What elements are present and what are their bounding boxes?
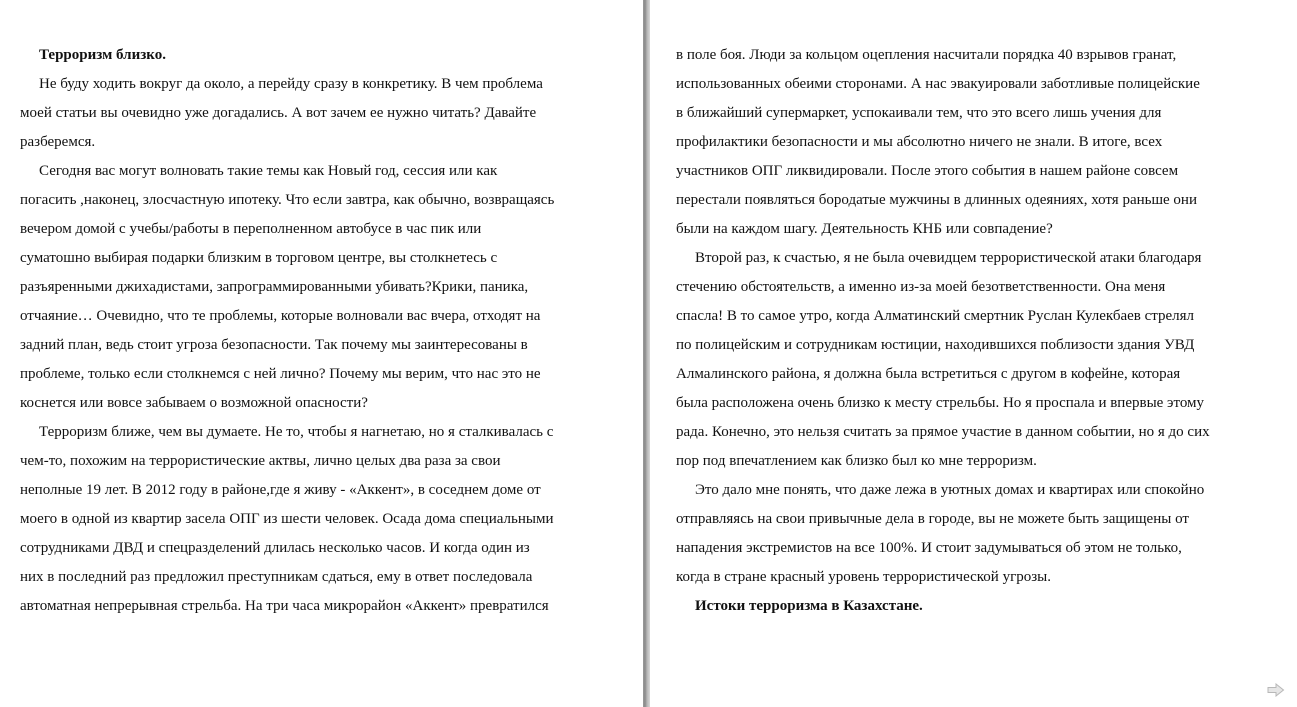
text-line: по полицейским и сотрудникам юстиции, находившихся поблизости здания УВД xyxy=(676,337,1195,353)
text-line: вечером домой с учебы/работы в переполненном автобусе в час пик или xyxy=(20,221,482,237)
arrow-right-icon[interactable] xyxy=(1267,683,1285,697)
text-line: разберемся. xyxy=(20,134,96,150)
text-line: Это дало мне понять, что даже лежа в уютных домах и квартирах или спокойно xyxy=(695,482,1205,498)
text-line: перестали появляться бородатые мужчины в длинных одеяниях, хотя раньше они xyxy=(676,192,1197,208)
text-line: были на каждом шагу. Деятельность КНБ или совпадение? xyxy=(676,221,1053,237)
text-line: стечению обстоятельств, а именно из-за моей безответственности. Она меня xyxy=(676,279,1166,295)
text-line: разъяренными джихадистами, запрограммированными убивать?Крики, паника, xyxy=(20,279,529,295)
page-left xyxy=(0,0,643,707)
text-line: в поле боя. Люди за кольцом оцепления насчитали порядка 40 взрывов гранат, xyxy=(676,47,1177,63)
text-line: Алмалинского района, я должна была встретиться с другом в кофейне, которая xyxy=(676,366,1181,382)
text-line: отправляясь на свои привычные дела в городе, вы не можете быть защищены от xyxy=(676,511,1189,527)
page-right xyxy=(650,0,1297,707)
text-line: моей статьи вы очевидно уже догадались. А вот зачем ее нужно читать? Давайте xyxy=(20,105,537,121)
text-line: проблеме, только если столкнемся с ней лично? Почему мы верим, что нас это не xyxy=(20,366,541,382)
text-line: сотрудниками ДВД и спецразделений длилась несколько часов. И когда один из xyxy=(20,540,530,556)
text-line: автоматная непрерывная стрельба. На три часа микрорайон «Аккент» превратился xyxy=(20,598,549,614)
section-heading: Истоки терроризма в Казахстане. xyxy=(695,598,923,614)
text-line: моего в одной из квартир засела ОПГ из шести человек. Осада дома специальными xyxy=(20,511,554,527)
text-line: использованных обеими сторонами. А нас эвакуировали заботливые полицейские xyxy=(676,76,1200,92)
page-divider xyxy=(643,0,650,707)
text-line: погасить ,наконец, злосчастную ипотеку. Что если завтра, как обычно, возвращаясь xyxy=(20,192,555,208)
text-line: в ближайший супермаркет, успокаивали тем, что это всего лишь учения для xyxy=(676,105,1162,121)
text-line: профилактики безопасности и мы абсолютно ничего не знали. В итоге, всех xyxy=(676,134,1163,150)
text-line: отчаяние… Очевидно, что те проблемы, которые волновали вас вчера, отходят на xyxy=(20,308,541,324)
text-line: коснется или вовсе забываем о возможной опасности? xyxy=(20,395,368,411)
text-line: спасла! В то самое утро, когда Алматинский смертник Руслан Кулекбаев стрелял xyxy=(676,308,1195,324)
text-line: нападения экстремистов на все 100%. И стоит задумываться об этом не только, xyxy=(676,540,1182,556)
text-line: была расположена очень близко к месту стрельбы. Но я проспала и впервые этому xyxy=(676,395,1205,411)
text-line: Второй раз, к счастью, я не была очевидцем террористической атаки благодаря xyxy=(695,250,1202,266)
text-line: рада. Конечно, это нельзя считать за прямое участие в данном событии, но я до сих xyxy=(676,424,1210,440)
text-line: Не буду ходить вокруг да около, а перейду сразу в конкретику. В чем проблема xyxy=(39,76,543,92)
text-line: неполные 19 лет. В 2012 году в районе,где я живу - «Аккент», в соседнем доме от xyxy=(20,482,541,498)
text-line: участников ОПГ ликвидировали. После этого события в нашем районе совсем xyxy=(676,163,1179,179)
section-heading: Терроризм близко. xyxy=(39,47,166,63)
text-line: Терроризм ближе, чем вы думаете. Не то, чтобы я нагнетаю, но я сталкивалась с xyxy=(39,424,554,440)
text-line: когда в стране красный уровень террористической угрозы. xyxy=(676,569,1051,585)
text-line: Сегодня вас могут волновать такие темы как Новый год, сессия или как xyxy=(39,163,498,179)
text-line: них в последний раз предложил преступникам сдаться, ему в ответ последовала xyxy=(20,569,533,585)
text-line: суматошно выбирая подарки близким в торговом центре, вы столкнетесь с xyxy=(20,250,498,266)
text-line: задний план, ведь стоит угроза безопасности. Так почему мы заинтересованы в xyxy=(20,337,528,353)
text-line: пор под впечатлением как близко был ко мне терроризм. xyxy=(676,453,1037,469)
text-line: чем-то, похожим на террористические актвы, лично целых два раза за свои xyxy=(20,453,501,469)
